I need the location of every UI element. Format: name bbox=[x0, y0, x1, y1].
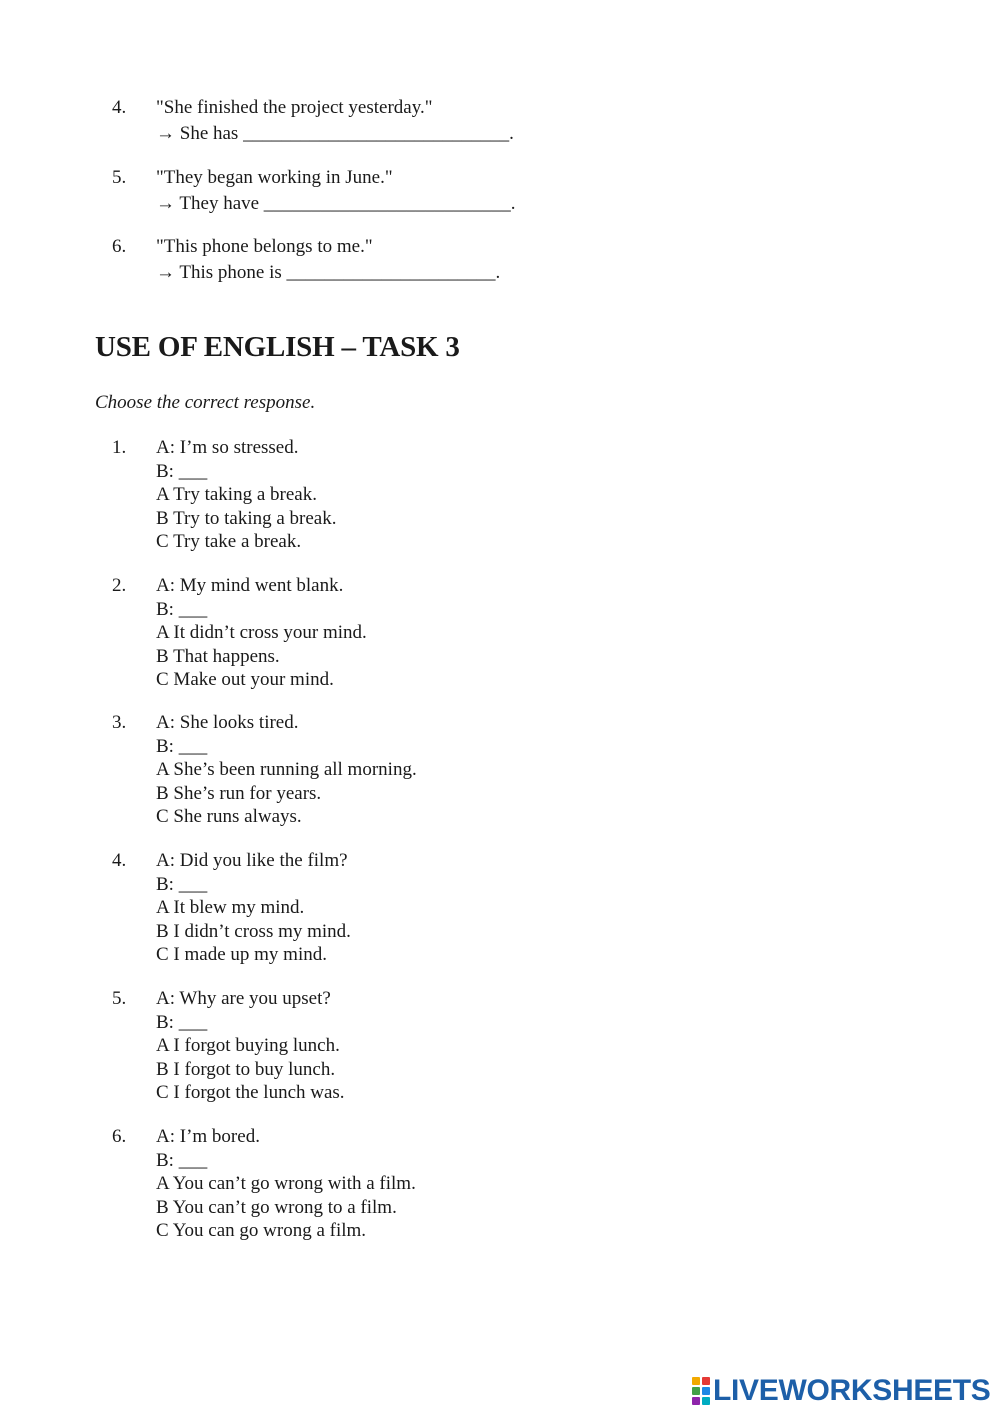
logo-tile bbox=[702, 1397, 710, 1405]
option-b[interactable]: B Try to taking a break. bbox=[156, 507, 337, 529]
speaker-b-blank[interactable]: B: ___ bbox=[156, 1149, 208, 1171]
section-instruction: Choose the correct response. bbox=[95, 392, 316, 413]
item-answer-line[interactable]: → This phone is ______________________. bbox=[156, 261, 501, 283]
liveworksheets-logo[interactable] bbox=[692, 1374, 991, 1408]
option-a[interactable]: A It didn’t cross your mind. bbox=[156, 622, 367, 643]
logo-tile bbox=[692, 1397, 700, 1405]
option-b[interactable]: B I forgot to buy lunch. bbox=[156, 1058, 336, 1080]
logo-tile bbox=[702, 1387, 710, 1395]
option-c[interactable]: C Make out your mind. bbox=[156, 669, 334, 690]
speaker-b-blank[interactable]: B: ___ bbox=[156, 460, 208, 482]
logo-tile bbox=[692, 1377, 700, 1385]
item-answer-line[interactable]: → She has ____________________________. bbox=[156, 122, 514, 144]
option-b[interactable]: B I didn’t cross my mind. bbox=[156, 920, 351, 942]
speaker-a-line: A: Why are you upset? bbox=[156, 988, 331, 1009]
speaker-b-blank[interactable]: B: ___ bbox=[156, 873, 208, 895]
item-number: 6. bbox=[112, 236, 127, 257]
speaker-b-blank[interactable]: B: ___ bbox=[156, 1011, 208, 1033]
option-a[interactable]: A Try taking a break. bbox=[156, 484, 317, 505]
item-number: 5. bbox=[112, 988, 127, 1009]
item-number: 4. bbox=[112, 850, 127, 871]
option-c[interactable]: C I forgot the lunch was. bbox=[156, 1082, 345, 1103]
task2-item bbox=[0, 166, 1000, 214]
item-prompt: "This phone belongs to me." bbox=[156, 236, 373, 257]
item-prompt: "They began working in June." bbox=[156, 167, 393, 188]
option-b[interactable]: B She’s run for years. bbox=[156, 782, 322, 804]
item-number: 3. bbox=[112, 712, 127, 733]
item-number: 4. bbox=[112, 97, 127, 118]
option-c[interactable]: C I made up my mind. bbox=[156, 944, 327, 965]
task3-item bbox=[0, 849, 1000, 967]
speaker-b-blank[interactable]: B: ___ bbox=[156, 735, 208, 757]
item-number: 1. bbox=[112, 437, 127, 458]
speaker-a-line: A: My mind went blank. bbox=[156, 575, 344, 596]
option-a[interactable]: A It blew my mind. bbox=[156, 897, 305, 918]
item-number: 2. bbox=[112, 575, 127, 596]
section-heading: USE OF ENGLISH – TASK 3 bbox=[95, 331, 460, 363]
speaker-a-line: A: Did you like the film? bbox=[156, 850, 348, 871]
task3-item bbox=[0, 987, 1000, 1105]
speaker-a-line: A: She looks tired. bbox=[156, 712, 299, 733]
task3-item bbox=[0, 574, 1000, 692]
option-c[interactable]: C She runs always. bbox=[156, 806, 302, 827]
task3-item bbox=[0, 711, 1000, 829]
task3-item bbox=[0, 1125, 1000, 1243]
option-a[interactable]: A You can’t go wrong with a film. bbox=[156, 1173, 416, 1194]
speaker-a-line: A: I’m so stressed. bbox=[156, 437, 299, 458]
option-b[interactable]: B You can’t go wrong to a film. bbox=[156, 1196, 397, 1218]
item-number: 5. bbox=[112, 167, 127, 188]
speaker-b-blank[interactable]: B: ___ bbox=[156, 598, 208, 620]
option-a[interactable]: A She’s been running all morning. bbox=[156, 759, 417, 780]
logo-tile bbox=[702, 1377, 710, 1385]
task3-item bbox=[0, 436, 1000, 554]
liveworksheets-logo-icon bbox=[692, 1377, 710, 1405]
item-number: 6. bbox=[112, 1126, 127, 1147]
option-c[interactable]: C You can go wrong a film. bbox=[156, 1220, 367, 1241]
option-c[interactable]: C Try take a break. bbox=[156, 531, 302, 552]
item-prompt: "She finished the project yesterday." bbox=[156, 97, 433, 118]
speaker-a-line: A: I’m bored. bbox=[156, 1126, 260, 1147]
logo-tile bbox=[692, 1387, 700, 1395]
item-answer-line[interactable]: → They have __________________________. bbox=[156, 192, 516, 214]
task2-item bbox=[0, 96, 1000, 144]
option-b[interactable]: B That happens. bbox=[156, 645, 280, 667]
logo-text: LIVEWORKSHEETS bbox=[713, 1374, 991, 1407]
task2-item bbox=[0, 235, 1000, 283]
option-a[interactable]: A I forgot buying lunch. bbox=[156, 1035, 340, 1056]
